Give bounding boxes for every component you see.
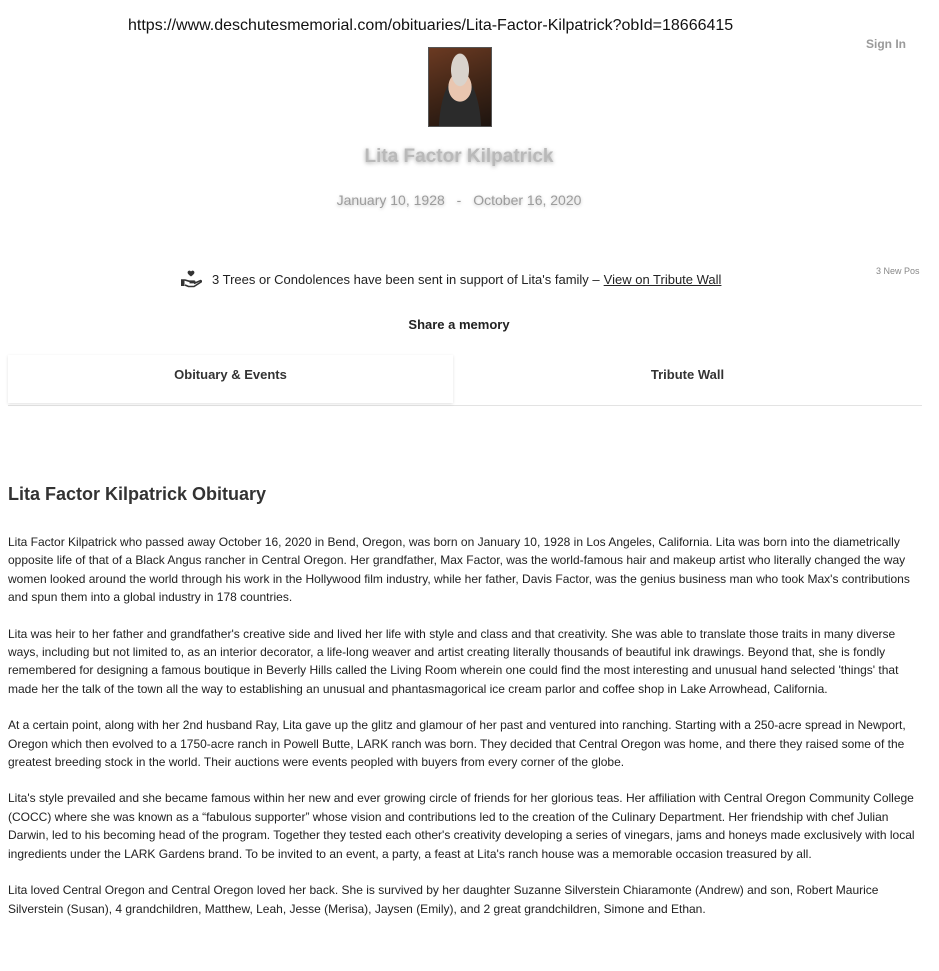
new-posts-indicator[interactable]: 3 New Pos — [876, 266, 920, 276]
obituary-body — [8, 533, 918, 936]
tab-tribute-wall[interactable]: Tribute Wall — [650, 367, 725, 382]
obituary-paragraph: Lita loved Central Oregon and Central Oregon loved her back. She is survived by her daughter Suzanne Silverstein Chiaramonte (Andrew) and son, Robert Maurice Silverstein (Susan), 4 grandchildren, Matthew, Leah, Jesse (Merisa), Jaysen (Emily), and 2 great grandchildren, Simone and Ethan. — [8, 883, 879, 916]
support-banner — [180, 270, 721, 288]
obituary-paragraph: At a certain point, along with her 2nd husband Ray, Lita gave up the glitz and glamour of her past and ventured into ranching. Starting with a 250-acre spread in Newport, Oregon which then evolved to a 1750-acre ranch in Powell Butte, LARK ranch was born. They decided that Central Oregon was home, and there they raised some of the greatest breeding stock in the world. Their auctions were events peopled with buyers from every corner of the globe. — [8, 718, 906, 770]
death-date: October 16, 2020 — [473, 192, 582, 208]
birth-date: January 10, 1928 — [336, 192, 445, 208]
portrait-photo — [428, 47, 492, 127]
address-bar-url[interactable]: https://www.deschutesmemorial.com/obituaries/Lita-Factor-Kilpatrick?obId=18666415 — [128, 17, 734, 34]
tribute-wall-link[interactable]: View on Tribute Wall — [603, 271, 722, 287]
content-tabs — [8, 355, 922, 406]
date-separator: - — [456, 192, 462, 208]
support-text: 3 Trees or Condolences have been sent in support of Lita's family – — [212, 271, 600, 287]
obituary-paragraph: Lita was heir to her father and grandfather's creative side and lived her life with style and class and that creativity. She was able to translate those traits in many diverse ways, including but not limited to, as an interior decorator, a life-long weaver and artist creating literally thousands of beautiful ink drawings. Beyond that, she is fondly remembered for designing a famous boutique in Beverly Hills called the Living Room wherein one could find the most interesting and unusual hand selected 'things' that made her the talk of the town all the way to establishing an unusual and phantasmagorical ice cream parlor and coffee shop in Lake Arrowhead, California. — [8, 626, 899, 696]
hand-heart-icon — [180, 270, 202, 288]
life-dates — [0, 192, 918, 208]
obituary-paragraph: Lita Factor Kilpatrick who passed away October 16, 2020 in Bend, Oregon, was born on January 10, 1928 in Los Angeles, California. Lita was born into the diametrically opposite life of that of a Black Angus rancher in Central Oregon. Her grandfather, Max Factor, was the world-famous hair and makeup artist who literally changed the way women looked around the world through his work in the Hollywood film industry, while her father, Davis Factor, was the genius business man who took Max's contributions and spun them into a global industry in 178 countries. — [8, 535, 910, 605]
obituary-paragraph: Lita's style prevailed and she became famous within her new and ever growing circle of friends for her glorious teas. Her affiliation with Central Oregon Community College (COCC) where she was known as a “fabulous supporter” whose vision and contributions led to the creation of the Culinary Department. Her friendship with chef Julian Darwin, led to his becoming head of the program. Together they tested each other's creativity developing a series of vinegars, jams and honeys made exclusively with local ingredients under the LARK Gardens brand. To be invited to an event, a party, a feast at Lita's ranch house was a memorable occasion treasured by all. — [8, 791, 915, 861]
sign-in-link[interactable]: Sign In — [866, 37, 906, 51]
deceased-name: Lita Factor Kilpatrick — [364, 146, 554, 167]
obituary-title: Lita Factor Kilpatrick Obituary — [8, 484, 267, 504]
share-memory-button[interactable]: Share a memory — [408, 317, 510, 332]
tab-obituary-events[interactable]: Obituary & Events — [8, 355, 453, 403]
